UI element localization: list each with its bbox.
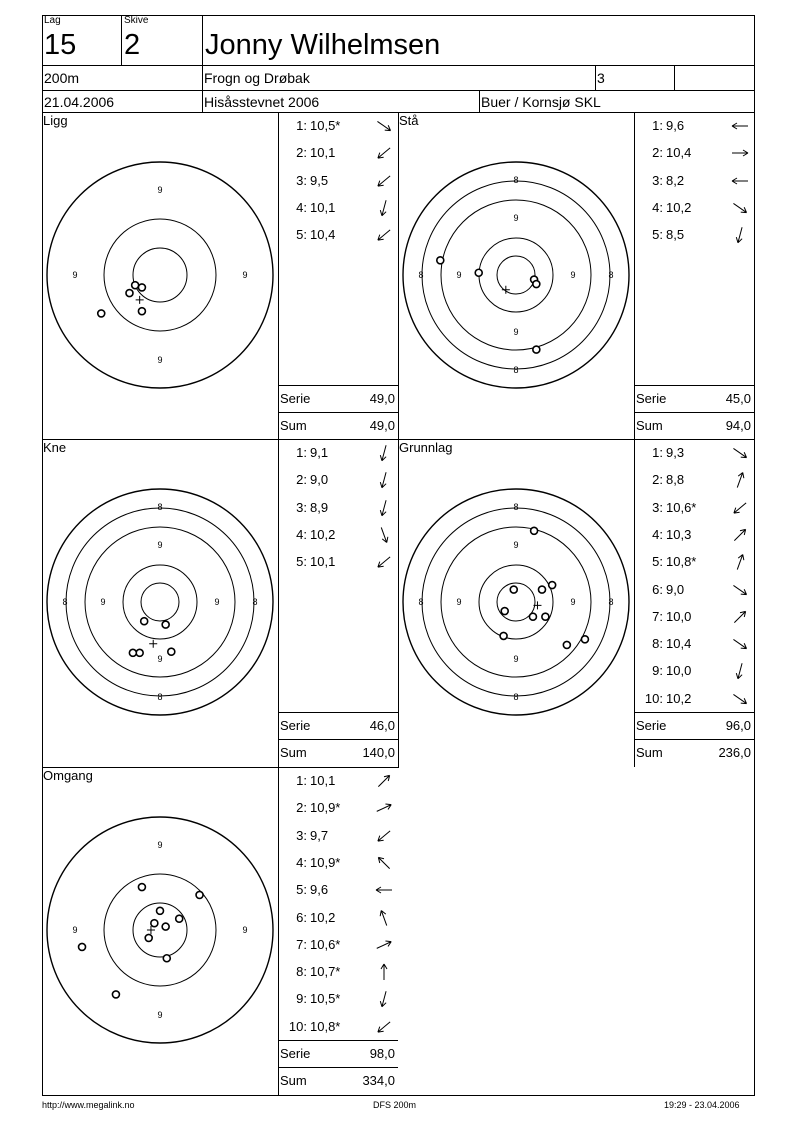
- shot-hole: [533, 281, 540, 288]
- shot-number: 3:: [296, 499, 307, 515]
- shot-number: 5:: [296, 554, 307, 570]
- panel-title: Stå: [399, 113, 419, 128]
- arrow-icon: [730, 499, 750, 517]
- shot-row: [279, 521, 399, 548]
- sum-label: Sum: [280, 418, 307, 433]
- shot-number: 2:: [652, 472, 663, 488]
- skive-label: Skive: [124, 15, 149, 26]
- arrow-icon: [374, 827, 394, 845]
- svg-text:9: 9: [100, 597, 106, 607]
- shot-hole: [145, 934, 152, 941]
- svg-text:8: 8: [157, 502, 163, 512]
- shot-hole: [549, 582, 556, 589]
- shot-number: 5:: [652, 227, 663, 243]
- shot-score: 10,2: [666, 199, 692, 215]
- mean-point-marker: [136, 296, 144, 304]
- shot-hole: [533, 346, 540, 353]
- serie-label: Serie: [636, 391, 667, 406]
- shot-row: [635, 167, 755, 194]
- shot-score: 10,0: [666, 663, 692, 679]
- shot-score: 10,7*: [310, 964, 341, 980]
- arrow-icon: [374, 499, 394, 517]
- shot-number: 2:: [296, 145, 307, 161]
- arrow-icon: [730, 226, 750, 244]
- club: Frogn og Drøbak: [204, 70, 310, 86]
- lag-value: 15: [44, 29, 77, 61]
- shot-hole: [163, 955, 170, 962]
- shot-hole: [529, 613, 536, 620]
- shot-hole: [563, 641, 570, 648]
- shot-row: [279, 466, 399, 493]
- shot-row: [279, 548, 399, 575]
- svg-text:8: 8: [157, 692, 163, 702]
- svg-text:8: 8: [513, 175, 519, 185]
- svg-text:9: 9: [570, 597, 576, 607]
- shot-hole: [138, 308, 145, 315]
- target-face: [396, 482, 636, 722]
- svg-text:8: 8: [608, 270, 614, 280]
- shot-number: 10:: [644, 690, 663, 706]
- target-face: [40, 482, 280, 722]
- shot-row: [279, 822, 399, 849]
- shot-hole: [162, 621, 169, 628]
- arrow-icon: [730, 581, 750, 599]
- shot-number: 10:: [288, 1018, 307, 1034]
- shot-hole: [531, 527, 538, 534]
- arrow-icon: [374, 444, 394, 462]
- shot-score: 10,1: [310, 199, 336, 215]
- shot-row: [279, 439, 399, 466]
- shot-score: 10,8*: [310, 1018, 341, 1034]
- shot-number: 4:: [296, 199, 307, 215]
- target-face: [40, 155, 280, 395]
- shot-score: 10,1: [310, 145, 336, 161]
- shot-number: 8:: [296, 964, 307, 980]
- shot-row: [635, 221, 755, 248]
- shot-score: 8,9: [310, 499, 329, 515]
- shot-number: 4:: [652, 526, 663, 542]
- sum-value: 49,0: [369, 418, 395, 433]
- shot-hole: [196, 891, 203, 898]
- shot-score: 10,3: [666, 526, 692, 542]
- footer-program: DFS 200m: [373, 1100, 417, 1110]
- svg-text:8: 8: [513, 502, 519, 512]
- svg-text:8: 8: [418, 270, 424, 280]
- serie-value: 46,0: [369, 718, 395, 733]
- arrow-icon: [374, 772, 394, 790]
- shot-score: 10,2: [310, 526, 336, 542]
- arrow-icon: [730, 690, 750, 708]
- shot-number: 1:: [296, 118, 307, 133]
- arrow-icon: [374, 936, 394, 954]
- shot-number: 5:: [296, 227, 307, 243]
- shot-number: 4:: [296, 854, 307, 870]
- arrow-icon: [730, 526, 750, 544]
- shooter-name: Jonny Wilhelmsen: [205, 29, 441, 61]
- svg-text:9: 9: [513, 327, 519, 337]
- mean-point-marker: [149, 640, 157, 648]
- shot-row: [635, 139, 755, 166]
- svg-text:9: 9: [157, 185, 163, 195]
- shot-score: 10,5*: [310, 991, 341, 1007]
- shot-row: [635, 685, 755, 712]
- shot-score: 10,5*: [310, 118, 341, 133]
- shot-score: 10,4: [310, 227, 336, 243]
- svg-text:8: 8: [608, 597, 614, 607]
- arrow-icon: [730, 471, 750, 489]
- arrow-icon: [730, 144, 750, 162]
- shot-score: 10,6*: [310, 936, 341, 952]
- arrow-icon: [374, 117, 394, 135]
- shot-score: 10,0: [666, 608, 692, 624]
- venue: Buer / Kornsjø SKL: [481, 94, 601, 110]
- shot-hole: [157, 907, 164, 914]
- shot-hole: [132, 282, 139, 289]
- shot-number: 3:: [296, 172, 307, 188]
- sum-label: Sum: [280, 1073, 307, 1088]
- klasse: 3: [597, 70, 605, 86]
- shot-number: 3:: [652, 172, 663, 188]
- serie-label: Serie: [636, 718, 667, 733]
- shot-row: [279, 1013, 399, 1040]
- svg-text:9: 9: [72, 925, 78, 935]
- svg-text:9: 9: [157, 540, 163, 550]
- arrow-icon: [374, 854, 394, 872]
- distance: 200m: [44, 70, 80, 86]
- serie-label: Serie: [280, 391, 311, 406]
- date: 21.04.2006: [44, 94, 115, 110]
- shot-hole: [581, 636, 588, 643]
- shot-score: 9,7: [310, 827, 329, 843]
- shot-score: 9,0: [666, 581, 685, 597]
- sum-label: Sum: [636, 745, 663, 760]
- shot-number: 8:: [652, 636, 663, 652]
- skive-value: 2: [124, 29, 141, 61]
- shot-hole: [79, 943, 86, 950]
- svg-text:9: 9: [513, 654, 519, 664]
- arrow-icon: [374, 909, 394, 927]
- shot-number: 1:: [296, 445, 307, 460]
- svg-text:9: 9: [513, 540, 519, 550]
- shot-hole: [112, 991, 119, 998]
- target-face: [40, 810, 280, 1050]
- shot-row: [279, 112, 399, 139]
- shot-number: 5:: [652, 554, 663, 570]
- shot-row: [635, 466, 755, 493]
- shot-score: 9,0: [310, 472, 329, 488]
- shot-score: 10,4: [666, 145, 692, 161]
- target-face: [396, 155, 636, 395]
- shot-hole: [141, 618, 148, 625]
- shot-score: 10,4: [666, 636, 692, 652]
- arrow-icon: [730, 199, 750, 217]
- footer-timestamp: 19:29 - 23.04.2006: [664, 1100, 740, 1110]
- shot-row: [635, 439, 755, 466]
- shot-number: 2:: [296, 472, 307, 488]
- serie-label: Serie: [280, 718, 311, 733]
- shot-row: [279, 167, 399, 194]
- sum-label: Sum: [636, 418, 663, 433]
- panel-title: Kne: [43, 440, 67, 455]
- shot-score: 10,1: [310, 773, 336, 788]
- serie-value: 49,0: [369, 391, 395, 406]
- svg-text:8: 8: [62, 597, 68, 607]
- svg-text:9: 9: [157, 840, 163, 850]
- arrow-icon: [374, 963, 394, 981]
- serie-label: Serie: [280, 1046, 311, 1061]
- shot-row: [635, 548, 755, 575]
- svg-text:9: 9: [513, 213, 519, 223]
- shot-number: 3:: [652, 499, 663, 515]
- shot-row: [279, 985, 399, 1012]
- svg-text:8: 8: [513, 365, 519, 375]
- arrow-icon: [730, 662, 750, 680]
- arrow-icon: [730, 172, 750, 190]
- sum-value: 94,0: [725, 418, 751, 433]
- shot-row: [279, 794, 399, 821]
- arrow-icon: [374, 990, 394, 1008]
- serie-value: 96,0: [725, 718, 751, 733]
- shot-row: [279, 494, 399, 521]
- sum-value: 334,0: [362, 1073, 395, 1088]
- svg-text:9: 9: [157, 654, 163, 664]
- footer-url[interactable]: http://www.megalink.no: [42, 1100, 135, 1110]
- svg-text:9: 9: [570, 270, 576, 280]
- shot-row: [279, 221, 399, 248]
- shot-score: 10,2: [666, 690, 692, 706]
- shot-hole: [437, 257, 444, 264]
- shot-number: 1:: [652, 118, 663, 133]
- shot-hole: [538, 586, 545, 593]
- svg-text:9: 9: [456, 270, 462, 280]
- shot-hole: [501, 608, 508, 615]
- shot-hole: [138, 884, 145, 891]
- shot-score: 9,3: [666, 445, 685, 460]
- svg-text:9: 9: [157, 1010, 163, 1020]
- shot-hole: [138, 284, 145, 291]
- shot-row: [635, 494, 755, 521]
- arrow-icon: [374, 799, 394, 817]
- shot-row: [635, 630, 755, 657]
- shot-row: [635, 194, 755, 221]
- shot-row: [635, 112, 755, 139]
- shot-row: [635, 657, 755, 684]
- shot-row: [279, 876, 399, 903]
- shot-number: 7:: [652, 608, 663, 624]
- sum-label: Sum: [280, 745, 307, 760]
- arrow-icon: [374, 553, 394, 571]
- event-name: Hisåsstevnet 2006: [204, 94, 320, 110]
- shot-hole: [176, 915, 183, 922]
- shot-score: 10,6*: [666, 499, 697, 515]
- shot-number: 6:: [652, 581, 663, 597]
- arrow-icon: [374, 144, 394, 162]
- shot-number: 1:: [296, 773, 307, 788]
- shot-row: [279, 767, 399, 794]
- shot-score: 10,1: [310, 554, 336, 570]
- shot-row: [635, 521, 755, 548]
- shot-score: 10,8*: [666, 554, 697, 570]
- shot-hole: [500, 632, 507, 639]
- shot-row: [279, 139, 399, 166]
- shot-score: 10,2: [310, 909, 336, 925]
- shot-hole: [475, 269, 482, 276]
- shot-score: 8,2: [666, 172, 685, 188]
- svg-text:8: 8: [513, 692, 519, 702]
- shot-hole: [151, 920, 158, 927]
- svg-text:9: 9: [456, 597, 462, 607]
- shot-number: 5:: [296, 882, 307, 898]
- shot-number: 2:: [652, 145, 663, 161]
- svg-text:9: 9: [214, 597, 220, 607]
- shot-number: 1:: [652, 445, 663, 460]
- shot-row: [635, 603, 755, 630]
- arrow-icon: [730, 553, 750, 571]
- serie-value: 98,0: [369, 1046, 395, 1061]
- shot-number: 7:: [296, 936, 307, 952]
- panel-title: Omgang: [43, 768, 93, 783]
- shot-row: [279, 849, 399, 876]
- shot-hole: [129, 649, 136, 656]
- sum-value: 140,0: [362, 745, 395, 760]
- shot-number: 6:: [296, 909, 307, 925]
- arrow-icon: [374, 226, 394, 244]
- panel-title: Ligg: [43, 113, 68, 128]
- arrow-icon: [730, 444, 750, 462]
- sum-value: 236,0: [718, 745, 751, 760]
- shot-hole: [126, 290, 133, 297]
- svg-text:8: 8: [252, 597, 258, 607]
- shot-score: 10,9*: [310, 854, 341, 870]
- shot-score: 10,9*: [310, 800, 341, 816]
- arrow-icon: [730, 117, 750, 135]
- shot-score: 8,5: [666, 227, 685, 243]
- shot-number: 9:: [652, 663, 663, 679]
- svg-text:9: 9: [72, 270, 78, 280]
- arrow-icon: [374, 471, 394, 489]
- shot-row: [279, 904, 399, 931]
- shot-hole: [162, 923, 169, 930]
- svg-text:9: 9: [242, 270, 248, 280]
- shot-score: 8,8: [666, 472, 685, 488]
- shot-score: 9,5: [310, 172, 329, 188]
- panel-title: Grunnlag: [399, 440, 453, 455]
- shot-number: 2:: [296, 800, 307, 816]
- shot-row: [635, 576, 755, 603]
- shot-hole: [542, 613, 549, 620]
- lag-label: Lag: [44, 15, 61, 26]
- shot-hole: [168, 648, 175, 655]
- shot-score: 9,6: [666, 118, 685, 133]
- svg-text:9: 9: [157, 355, 163, 365]
- arrow-icon: [374, 199, 394, 217]
- shot-score: 9,6: [310, 882, 329, 898]
- svg-text:8: 8: [418, 597, 424, 607]
- shot-number: 4:: [296, 526, 307, 542]
- shot-row: [279, 194, 399, 221]
- arrow-icon: [374, 881, 394, 899]
- shot-row: [279, 931, 399, 958]
- svg-text:9: 9: [242, 925, 248, 935]
- shot-number: 9:: [296, 991, 307, 1007]
- shot-score: 9,1: [310, 445, 329, 460]
- serie-value: 45,0: [725, 391, 751, 406]
- shot-hole: [510, 586, 517, 593]
- shot-number: 4:: [652, 199, 663, 215]
- shot-hole: [136, 649, 143, 656]
- arrow-icon: [374, 526, 394, 544]
- shot-hole: [98, 310, 105, 317]
- arrow-icon: [374, 172, 394, 190]
- shot-row: [279, 958, 399, 985]
- shot-number: 3:: [296, 827, 307, 843]
- arrow-icon: [374, 1018, 394, 1036]
- arrow-icon: [730, 635, 750, 653]
- arrow-icon: [730, 608, 750, 626]
